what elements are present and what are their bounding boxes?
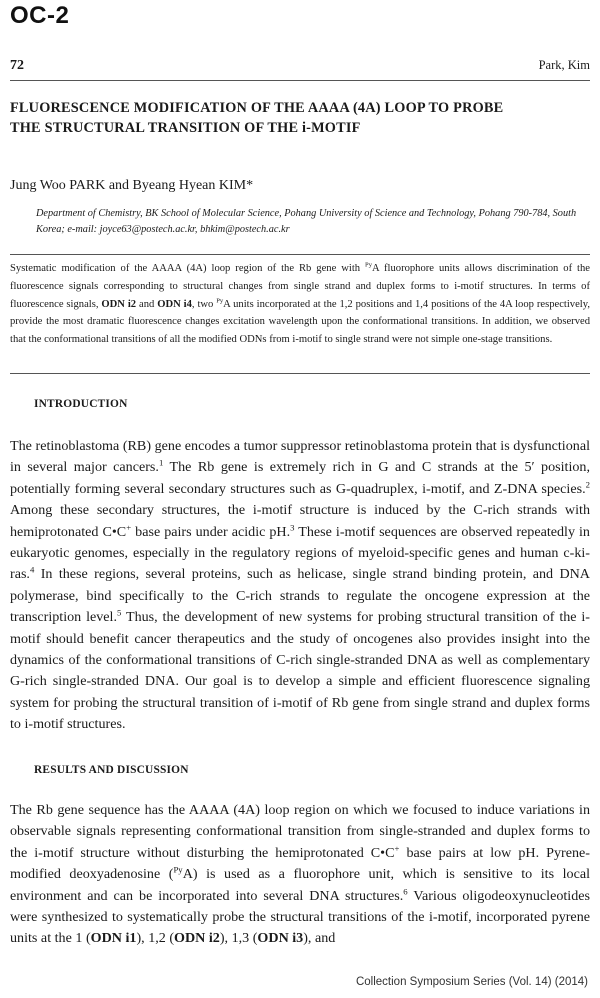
footer-series: Collection Symposium Series (Vol. 14) (2014) — [355, 976, 588, 988]
results-heading: RESULTS AND DISCUSSION — [34, 764, 189, 776]
odn-i1-label: ODN i1 — [90, 930, 137, 947]
page-number: 72 — [10, 58, 24, 73]
running-head: Park, Kim — [538, 58, 590, 72]
conference-code: OC-2 — [10, 2, 70, 29]
title-line-2: THE STRUCTURAL TRANSITION OF THE i-MOTIF — [10, 120, 361, 136]
introduction-heading: INTRODUCTION — [34, 398, 128, 410]
affiliation: Department of Chemistry, BK School of Molecular Science, Pohang University of Science and Technology, Pohang 790-784, South Korea; e-mail: joyce63@postech.ac.kr, bhkim@postech.ac.kr — [36, 208, 577, 235]
page-header — [10, 58, 590, 78]
header-rule — [10, 80, 590, 81]
results-body: The Rb gene sequence has the AAAA (4A) loop region on which we focused to induce variations in observable signals representing conformational transition from single-stranded and duplex forms to the i-motif structure without disturbing the hemiprotonated C•C+ base pairs at low pH. Pyrene-modified deoxyadenosine ($^{Py}$A) is used as a fluorophore unit, which is sensitive to its local environment and can be incorporated into several DNA structures.$^6$ Various oligodeoxynucleotides were synthesized to systematically probe the structural transitions of the i-motif, incorporated pyrene units at the 1 (ODN i1), 1,2 (ODN i2), 1,3 (ODN i3), and — [10, 802, 591, 947]
paper-title — [10, 98, 540, 138]
abstract-top-rule — [10, 254, 590, 255]
abstract-bottom-rule — [10, 373, 590, 374]
odn-i3-label: ODN i3 — [257, 930, 304, 947]
odn-i4-label: ODN i4 — [157, 298, 192, 310]
title-line-1: FLUORESCENCE MODIFICATION OF THE AAAA (4A) LOOP TO PROBE — [10, 100, 504, 116]
authors: Jung Woo PARK and Byeang Hyean KIM* — [10, 178, 254, 193]
introduction-body: The retinoblastoma (RB) gene encodes a tumor suppressor retinoblastoma protein that is dysfunctional in several major cancers.$^1$ The Rb gene is extremely rich in G and C strands at the 5′ position, potentially forming several secondary structures such as G-quadruplex, i-motif, and Z-DNA species.$^2$ Among these secondary structures, the i-motif structure is induced by the C-rich strands with hemiprotonated C•C+ base pairs under acidic pH.$^3$ These i-motif sequences are observed repeatedly in eukaryotic genomes, especially in the regulatory regions of myeloid-specific genes and human c-ki-ras.$^4$ In these regions, several proteins, such as helicase, single strand binding protein, and DNA polymerase, bind specifically to the C-rich strands to regulate the oncogene expression at the transcription level.$^5$ Thus, the development of new systems for probing structural transition of the i-motif should benefit cancer therapeutics and the study of oncogenes also provides insight into the dynamics of the conformational transitions of C-rich single-stranded DNA as well as complementary G-rich single-stranded DNA. Our goal is to develop a simple and efficient fluorescence signaling system for probing the structural transition of i-motif of Rb gene from single strand and duplex forms to i-motif structures. — [10, 438, 591, 733]
abstract: Systematic modification of the AAAA (4A) loop region of the Rb gene with $^{Py}$A fluorophore units allows discrimination of the fluorescence signals corresponding to structural changes from single strand and duplex forms to i-motif structures. In terms of fluorescence signals, ODN i2 and ODN i4, two $^{Py}$A units incorporated at the 1,2 positions and 1,4 positions of the 4A loop respectively, provide the most dramatic fluorescence changes excitation wavelength upon the conformational transitions. In addition, we observed that the conformational transitions of all the modified ODNs from i-motif to single strand were not simple one-stage transitions. — [10, 261, 590, 346]
odn-i2-label: ODN i2 — [101, 298, 137, 310]
odn-i2-label: ODN i2 — [174, 930, 220, 947]
